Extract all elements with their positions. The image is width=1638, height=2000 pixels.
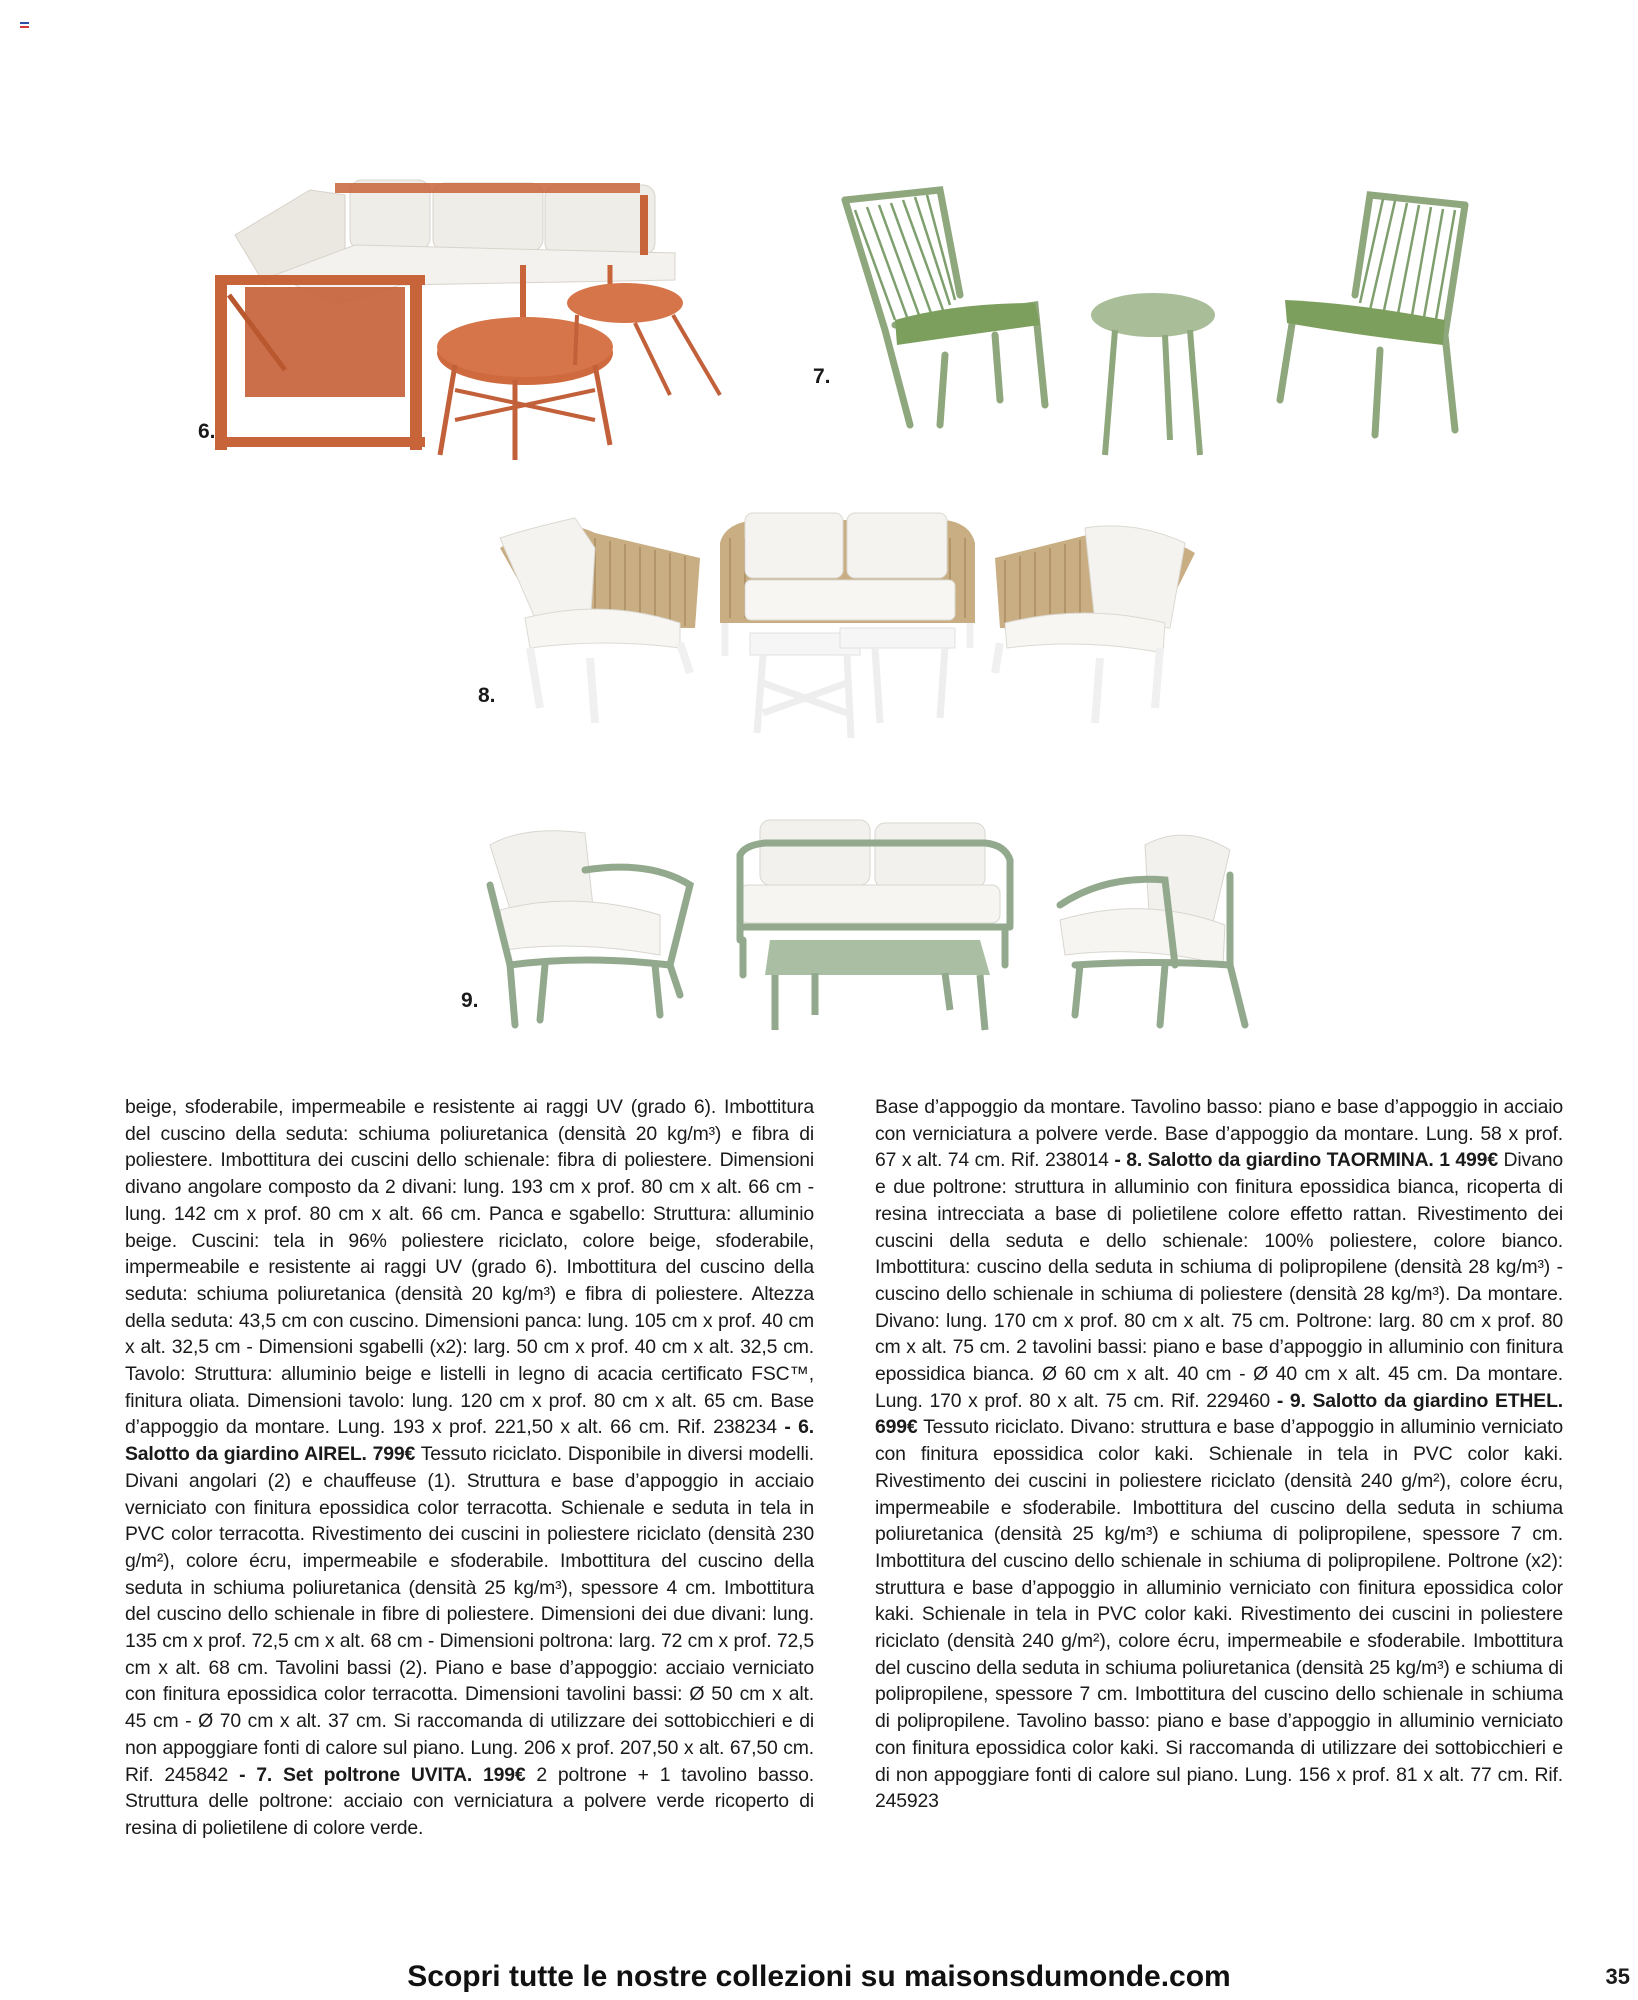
figure-label-8: 8.	[478, 684, 496, 707]
product-title-ethel: - 9. Salotto da giardino ETHEL. 699€	[875, 1389, 1563, 1439]
airel-description: Tessuto riciclato. Disponibile in diversi modelli. Divani angolari (2) e chauffeuse (1). Struttura e base d’appoggio in acciaio verniciato con finitura epossidica color terracotta. Schienale e seduta in tela in PVC color terracotta. Rivestimento dei cuscini in poliestere riciclato (densità 230 g/m²), colore écru, impermeabile e sfoderabile. Imbottitura del cuscino della seduta in schiuma poliuretanica (densità 25 kg/m³), spessore 4 cm. Imbottitura del cuscino dello schienale in fibre di poliestere. Dimensioni dei due divani: lung. 135 cm x prof. 72,5 cm x alt. 68 cm - Dimensioni poltrona: larg. 72 cm x prof. 72,5 cm x alt. 68 cm. Tavolini bassi (2). Piano e base d’appoggio: acciaio verniciato con finitura epossidica color terracotta. Dimensioni tavolini bassi: Ø 50 cm x alt. 45 cm - Ø 70 cm x alt. 37 cm. Si raccomanda di utilizzare dei sottobicchieri e di non appoggiare fonti di calore sul piano. Lung. 206 x prof. 207,50 x alt. 67,50 cm. Rif. 245842	[125, 1443, 814, 1786]
product-image-airel	[215, 175, 735, 465]
airel-description-continued: beige, sfoderabile, impermeabile e resistente ai raggi UV (grado 6). Imbottitura del cuscino della seduta: schiuma poliuretanica (densità 20 kg/m³) e fibra di poliestere. Imbottitura dei cuscini dello schienale: fibra di poliestere. Dimensioni divano angolare composto da 2 divani: lung. 193 cm x prof. 80 cm x alt. 66 cm - lung. 142 cm x prof. 80 cm x alt. 66 cm. Panca e sgabello: Struttura: alluminio beige. Cuscini: tela in 96% poliestere riciclato, colore beige, sfoderabile, impermeabile e resistente ai raggi UV (grado 6). Imbottitura del cuscino della seduta: schiuma poliuretanica (densità 20 kg/m³) e fibra di poliestere. Altezza della seduta: 43,5 cm con cuscino. Dimensioni panca: lung. 105 cm x prof. 40 cm x alt. 32,5 cm - Dimensioni sgabelli (x2): larg. 50 cm x prof. 40 cm x alt. 32,5 cm. Tavolo: Struttura: alluminio beige e listelli in legno di acacia certificato FSC™, finitura oliata. Dimensioni tavolo: lung. 120 cm x prof. 80 cm x alt. 65 cm. Base d’appoggio da montare. Lung. 193 x prof. 221,50 x alt. 66 cm. Rif. 238234	[125, 1096, 814, 1439]
description-column-left	[125, 1094, 814, 1842]
figure-label-7: 7.	[813, 365, 831, 388]
taormina-description: Divano e due poltrone: struttura in alluminio con finitura epossidica bianca, ricoperta di resina intrecciata a base di polietilene colore effetto rattan. Rivestimento dei cuscini della seduta e dello schienale: 100% poliestere, colore bianco. Imbottitura: cuscino della seduta in schiuma di polipropilene (densità 28 kg/m³) - cuscino dello schienale in schiuma di poliestere (densità 28 kg/m³). Da montare. Divano: lung. 170 cm x prof. 80 cm x alt. 75 cm. Poltrone: larg. 80 cm x prof. 80 cm x alt. 75 cm. 2 tavolini bassi: piano e base d’appoggio in alluminio con finitura epossidica bianca. Ø 60 cm x alt. 40 cm - Ø 40 cm x alt. 45 cm. Da montare. Lung. 170 x prof. 80 x alt. 75 cm. Rif. 229460	[875, 1149, 1563, 1412]
page-number: 35	[1605, 1964, 1630, 1989]
footer-collections-link[interactable]: Scopri tutte le nostre collezioni su maisonsdumonde.com	[407, 1960, 1231, 1993]
product-image-ethel	[485, 815, 1255, 1040]
figure-label-6: 6.	[198, 420, 216, 443]
product-title-taormina: - 8. Salotto da giardino TAORMINA. 1 499€	[1108, 1149, 1498, 1172]
language-flag-icon	[20, 22, 29, 28]
uvita-description-continued: Base d’appoggio da montare. Tavolino basso: piano e base d’appoggio in acciaio con verniciatura a polvere verde. Base d’appoggio da montare. Lung. 58 x prof. 67 x alt. 74 cm. Rif. 238014	[875, 1096, 1563, 1172]
product-image-uvita	[835, 185, 1475, 465]
product-title-uvita: - 7. Set poltrone UVITA. 199€	[228, 1763, 526, 1786]
ethel-description: Tessuto riciclato. Divano: struttura e base d’appoggio in alluminio verniciato con finitura epossidica color kaki. Schienale in tela in PVC color kaki. Rivestimento dei cuscini in poliestere riciclato (densità 240 g/m²), colore écru, impermeabile e sfoderabile. Imbottitura del cuscino della seduta in schiuma poliuretanica (densità 25 kg/m³) e schiuma di polipropilene, spessore 7 cm. Imbottitura del cuscino dello schienale in schiuma di polipropilene. Poltrone (x2): struttura e base d’appoggio in alluminio verniciato con finitura epossidica color kaki. Schienale in tela in PVC color kaki. Rivestimento dei cuscini in poliestere riciclato (densità 240 g/m²), colore écru, impermeabile e sfoderabile. Imbottitura del cuscino della seduta in schiuma poliuretanica (densità 25 kg/m³) e schiuma di polipropilene, spessore 7 cm. Imbottitura del cuscino dello schienale in schiuma di polipropilene. Tavolino basso: piano e base d’appoggio in alluminio verniciato con finitura epossidica color kaki. Si raccomanda di utilizzare dei sottobicchieri e di non appoggiare fonti di calore sul piano. Lung. 156 x prof. 81 x alt. 77 cm. Rif. 245923	[875, 1416, 1563, 1813]
product-title-airel: - 6. Salotto da giardino AIREL. 799€	[125, 1416, 815, 1466]
figure-label-9: 9.	[461, 989, 479, 1012]
uvita-description: 2 poltrone + 1 tavolino basso. Struttura delle poltrone: acciaio con verniciatura a polvere verde ricoperto di resina di polietilene di colore verde.	[125, 1763, 815, 1839]
product-image-taormina	[495, 508, 1200, 738]
description-column-right	[875, 1094, 1563, 1815]
